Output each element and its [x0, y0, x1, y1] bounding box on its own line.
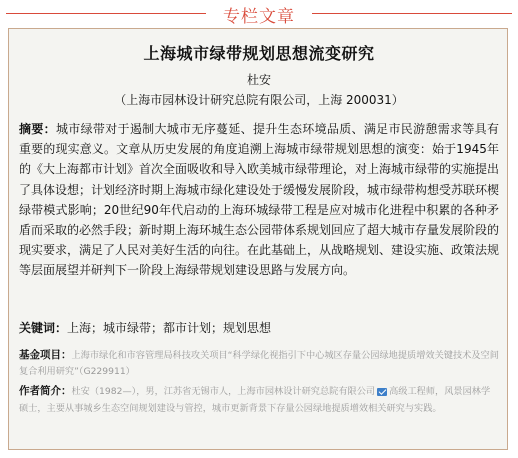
header-divider-right — [312, 13, 512, 14]
article-summary-box — [8, 28, 508, 450]
fund-label: 基金项目： — [19, 349, 72, 361]
author-affiliation: （上海市园林设计研究总院有限公司，上海 200031） — [114, 93, 404, 107]
keywords-label: 关键词： — [19, 321, 68, 335]
fund-text: 上海市绿化和市容管理局科技攻关项目“科学绿化视指引下中心城区存量公园绿地提质增效关键技术及空间复合利用研究”（G229911） — [19, 350, 499, 377]
mail-icon — [377, 388, 387, 396]
author-bio — [19, 383, 499, 417]
abstract-text: 城市绿带对于遏制大城市无序蔓延、提升生态环境品质、满足市民游憩需求等具有重要的现实意义。文章从历史发展的角度追溯上海城市绿带规划思想的演变：始于1945年的《大上海都市计划》首次全面吸收和导入欧美城市绿带理论，对上海城市绿带的实施提出了具体设想；计划经济时期上海城市绿化建设处于缓慢发展阶段，城市绿带构想受苏联环楔绿带模式影响；20世纪90年代启动的上海环城绿带工程是应对城市化进程中积累的各种矛盾而采取的必然手段；新时期上海环城生态公园带体系规划回应了超大城市存量发展阶段的现实要求，满足了人民对美好生活的向往。在此基础上，从战略规划、建设实施、政策法规等层面展望并研判下一阶段上海绿带规划建设思路与发展方向。 — [19, 122, 500, 278]
bio-text-1: 杜安（1982—），男，江苏省无锡市人，上海市园林设计研究总院有限公司 — [71, 386, 376, 397]
abstract-label: 摘要： — [19, 122, 56, 136]
fund-info — [19, 347, 499, 380]
author-name: 杜安 — [246, 73, 271, 87]
bio-text-2: 高级工程师，风景园林学硕士，主要从事城乡生态空间规划建设与管控，城市更新背景下存量公园绿地提质增效相关研究与实践。 — [19, 386, 491, 414]
abstract — [19, 119, 499, 281]
keywords-text: 上海；城市绿带；都市计划；规划思想 — [67, 321, 272, 335]
keywords — [19, 319, 499, 337]
article-title: 上海城市绿带规划思想流变研究 — [143, 44, 375, 63]
bio-label: 作者简介： — [19, 385, 72, 397]
column-tag: 专栏文章 — [223, 7, 295, 27]
column-header — [0, 0, 518, 28]
